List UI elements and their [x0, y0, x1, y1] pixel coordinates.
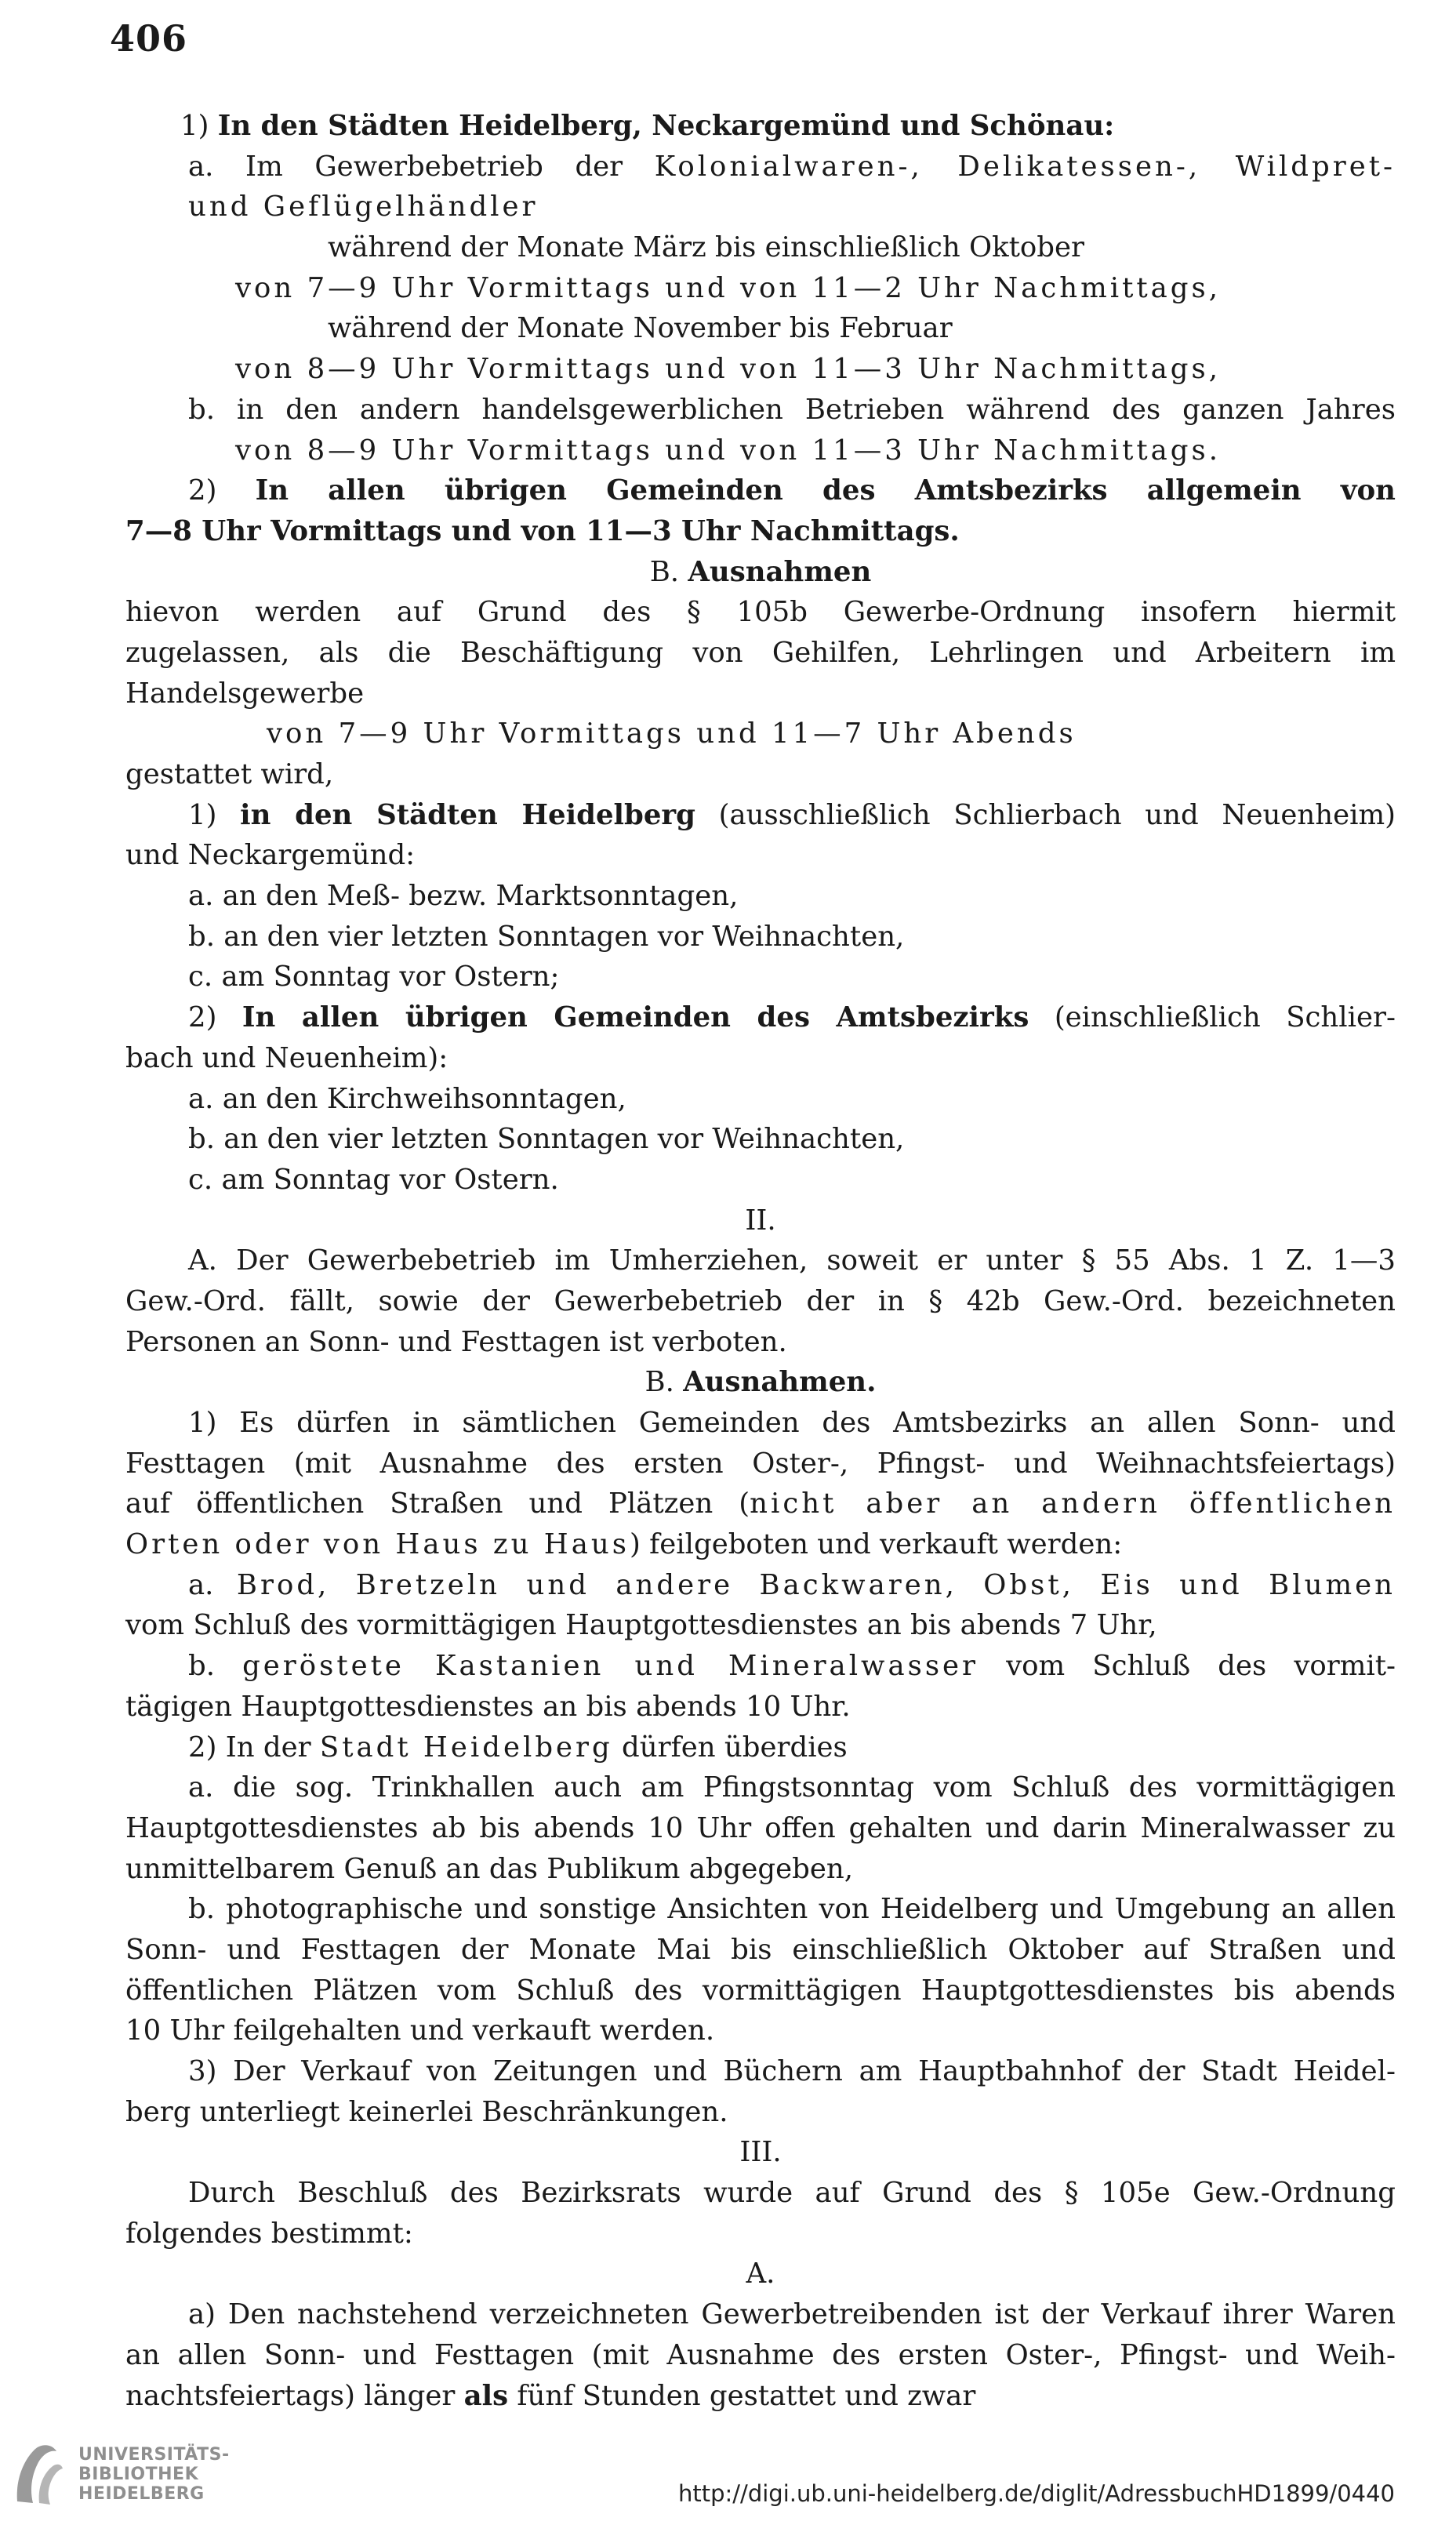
text-run: Ausnahmen — [688, 555, 872, 588]
text-line — [125, 714, 1396, 754]
text-run: b. in den andern handelsgewerblichen Betrieben während des ganzen Jahres — [188, 393, 1396, 426]
page-number: 406 — [110, 17, 188, 60]
text-line — [125, 430, 1396, 471]
text-run: folgendes bestimmt: — [125, 2217, 413, 2250]
text-run: a. — [188, 1568, 237, 1601]
text-line — [125, 1201, 1396, 1241]
text-run: nicht aber an andern öffentlichen — [750, 1488, 1396, 1520]
text-run: b. an den vier letzten Sonntagen vor Weihnachten, — [188, 920, 905, 953]
text-line — [125, 754, 1396, 795]
text-line — [125, 957, 1396, 997]
text-run: und Geflügelhändler — [188, 191, 539, 223]
text-line — [125, 1889, 1396, 1930]
text-line — [125, 2214, 1396, 2254]
text-line — [125, 106, 1396, 147]
text-run: Personen an Sonn- und Festtagen ist verboten. — [125, 1325, 787, 1358]
text-run: Handelsgewerbe — [125, 677, 365, 710]
text-run: von 8—9 Uhr Vormittags und von 11—3 Uhr Nachmittags. — [235, 434, 1222, 467]
text-run: Ausnahmen. — [683, 1366, 877, 1399]
text-run: b. an den vier letzten Sonntagen vor Weihnachten, — [188, 1123, 905, 1156]
text-run: 2) — [188, 1001, 242, 1034]
text-line — [125, 2132, 1396, 2173]
source-url-link[interactable]: http://digi.ub.uni-heidelberg.de/diglit/AdressbuchHD1899/0440 — [677, 2480, 1395, 2507]
text-run: Festtagen (mit Ausnahme des ersten Oster-, Pfingst- und Weihnachtsfeiertags) — [125, 1447, 1396, 1480]
text-line — [125, 1808, 1396, 1849]
text-run: (ausschließlich Schlierbach und Neuenheim) — [695, 798, 1396, 831]
logo-line-3: HEIDELBERG — [78, 2484, 205, 2504]
text-run: II. — [745, 1204, 776, 1237]
text-line — [125, 2254, 1396, 2294]
text-run: 2) — [188, 474, 256, 507]
text-run: 1) — [188, 798, 241, 831]
text-line — [125, 1646, 1396, 1687]
text-run: tägigen Hauptgottesdienstes an bis abends 10 Uhr. — [125, 1690, 851, 1723]
text-line — [125, 552, 1396, 593]
text-line — [125, 592, 1396, 633]
text-run: geröstete Kastanien und Mineralwasser — [242, 1650, 979, 1683]
text-line — [125, 1971, 1396, 2011]
text-line — [125, 674, 1396, 714]
text-run: a) Den nachstehend verzeichneten Gewerbetreibenden ist der Verkauf ihrer Waren — [188, 2298, 1396, 2331]
text-run: c. am Sonntag vor Ostern; — [188, 961, 560, 994]
text-line — [125, 876, 1396, 917]
text-line — [125, 268, 1396, 309]
text-run: Kolonialwaren-, Delikatessen-, Wildpret- — [654, 150, 1396, 183]
text-line — [125, 997, 1396, 1038]
text-line — [125, 1362, 1396, 1403]
text-run: a. an den Meß- bezw. Marktsonntagen, — [188, 880, 739, 913]
text-run: a. an den Kirchweihsonntagen, — [188, 1082, 626, 1115]
text-run: gestattet wird, — [125, 758, 334, 790]
text-run: von 7—9 Uhr Vormittags und von 11—2 Uhr Nachmittags, — [235, 271, 1222, 304]
logo-line-1: UNIVERSITÄTS- — [78, 2445, 230, 2465]
text-line — [125, 1038, 1396, 1079]
text-line — [125, 2294, 1396, 2335]
text-line — [125, 1524, 1396, 1565]
text-line — [125, 1767, 1396, 1808]
text-line — [125, 1849, 1396, 1890]
text-run: Durch Beschluß des Bezirksrats wurde auf Grund des § 105e Gew.-Ordnung — [188, 2177, 1396, 2210]
text-line — [125, 511, 1396, 552]
text-line — [125, 1444, 1396, 1484]
text-line — [125, 1727, 1396, 1768]
text-run: Brod, Bretzeln und andere Backwaren, Obst, Eis und Blumen — [236, 1568, 1396, 1601]
text-run: unmittelbarem Genuß an das Publikum abgegeben, — [125, 1852, 853, 1885]
text-line — [125, 1241, 1396, 1281]
text-run: b. — [188, 1650, 243, 1683]
text-block — [125, 106, 1396, 2416]
text-run: vom Schluß des vormittägigen Hauptgottesdienstes an bis abends 7 Uhr, — [125, 1609, 1157, 1642]
text-line — [125, 2376, 1396, 2417]
text-line — [125, 1079, 1396, 1120]
text-run: von 8—9 Uhr Vormittags und von 11—3 Uhr Nachmittags, — [235, 353, 1222, 386]
text-run: bach und Neuenheim): — [125, 1041, 448, 1074]
text-run: während der Monate November bis Februar — [328, 312, 953, 345]
text-run: vom Schluß des vormit- — [979, 1650, 1396, 1683]
text-run: als — [463, 2379, 509, 2412]
text-run: an allen Sonn- und Festtagen (mit Ausnahme des ersten Oster-, Pfingst- und Weih- — [125, 2338, 1396, 2371]
text-line — [125, 147, 1396, 187]
text-line — [125, 2335, 1396, 2376]
text-run: und Neckargemünd: — [125, 839, 416, 872]
text-run: auf öffentlichen Straßen und Plätzen ( — [125, 1488, 750, 1520]
text-run: a. die sog. Trinkhallen auch am Pfingstsonntag vom Schluß des vormittägigen — [188, 1771, 1396, 1804]
text-run: 10 Uhr feilgehalten und verkauft werden. — [125, 2014, 715, 2047]
text-run: von 7—9 Uhr Vormittags und 11—7 Uhr Abends — [267, 717, 1077, 750]
text-run: c. am Sonntag vor Ostern. — [188, 1163, 559, 1196]
text-line — [125, 1403, 1396, 1444]
text-line — [125, 308, 1396, 349]
text-run: A. — [746, 2258, 775, 2290]
text-line — [125, 1565, 1396, 1606]
text-line — [125, 1322, 1396, 1363]
text-line — [125, 2051, 1396, 2092]
text-run: nachtsfeiertags) länger — [125, 2379, 464, 2412]
text-run: 1) — [180, 110, 218, 142]
text-line — [125, 470, 1396, 511]
text-run: 7—8 Uhr Vormittags und von 11—3 Uhr Nachmittags. — [125, 514, 960, 547]
text-line — [125, 1119, 1396, 1160]
text-line — [125, 1605, 1396, 1646]
text-line — [125, 390, 1396, 430]
text-run: Sonn- und Festtagen der Monate Mai bis einschließlich Oktober auf Straßen und — [125, 1933, 1396, 1966]
text-line — [125, 1687, 1396, 1727]
text-line — [125, 1484, 1396, 1524]
text-run: 1) Es dürfen in sämtlichen Gemeinden des Amtsbezirks an allen Sonn- und — [188, 1407, 1396, 1439]
text-run: während der Monate März bis einschließlich Oktober — [328, 231, 1084, 264]
text-run: 2) In der — [188, 1731, 320, 1764]
text-run: Stadt Heidelberg — [319, 1731, 613, 1764]
text-run: a. Im Gewerbebetrieb der — [188, 150, 655, 183]
text-run: In allen übrigen Gemeinden des Amtsbezirks — [241, 1001, 1029, 1034]
text-run: B. — [649, 555, 688, 588]
text-run: öffentlichen Plätzen vom Schluß des vormittägigen Hauptgottesdienstes bis abends — [125, 1974, 1396, 2007]
text-run: B. — [644, 1366, 684, 1399]
text-line — [125, 349, 1396, 390]
text-run: b. photographische und sonstige Ansichten von Heidelberg und Umgebung an allen — [188, 1893, 1396, 1926]
text-run: berg unterliegt keinerlei Beschränkungen. — [125, 2095, 728, 2128]
text-line — [125, 2173, 1396, 2214]
text-run: (einschließlich Schlier- — [1029, 1001, 1396, 1034]
text-line — [125, 227, 1396, 268]
text-run: dürfen überdies — [612, 1731, 848, 1764]
text-line — [125, 917, 1396, 957]
text-run: In den Städten Heidelberg, Neckargemünd und Schönau: — [217, 110, 1115, 142]
text-run: ) feilgeboten und verkauft werden: — [629, 1528, 1123, 1561]
library-logo-icon — [11, 2439, 66, 2509]
library-logo[interactable] — [0, 2431, 235, 2517]
logo-line-2: BIBLIOTHEK — [78, 2465, 199, 2484]
text-line — [125, 835, 1396, 876]
text-line — [125, 1930, 1396, 1971]
text-line — [125, 2092, 1396, 2133]
text-run: Gew.-Ord. fällt, sowie der Gewerbebetrieb der in § 42b Gew.-Ord. bezeichneten — [125, 1284, 1396, 1317]
text-line — [125, 1160, 1396, 1201]
text-run: 3) Der Verkauf von Zeitungen und Büchern am Hauptbahnhof der Stadt Heidel- — [188, 2055, 1396, 2087]
text-run: in den Städten Heidelberg — [240, 798, 695, 831]
text-run: fünf Stunden gestattet und zwar — [508, 2379, 976, 2412]
text-run: Hauptgottesdienstes ab bis abends 10 Uhr offen gehalten und darin Mineralwasser zu — [125, 1811, 1396, 1844]
text-run: hievon werden auf Grund des § 105b Gewerbe-Ordnung insofern hiermit — [125, 596, 1396, 629]
text-run: zugelassen, als die Beschäftigung von Gehilfen, Lehrlingen und Arbeitern im — [125, 636, 1396, 669]
text-run: III. — [739, 2136, 782, 2169]
text-line — [125, 1281, 1396, 1322]
text-run: A. Der Gewerbebetrieb im Umherziehen, soweit er unter § 55 Abs. 1 Z. 1—3 — [188, 1244, 1396, 1277]
text-line — [125, 187, 1396, 227]
text-line — [125, 633, 1396, 674]
text-line — [125, 795, 1396, 836]
text-run: Orten oder von Haus zu Haus — [125, 1528, 630, 1561]
text-line — [125, 2011, 1396, 2051]
text-run: In allen übrigen Gemeinden des Amtsbezirks allgemein von — [255, 474, 1396, 507]
